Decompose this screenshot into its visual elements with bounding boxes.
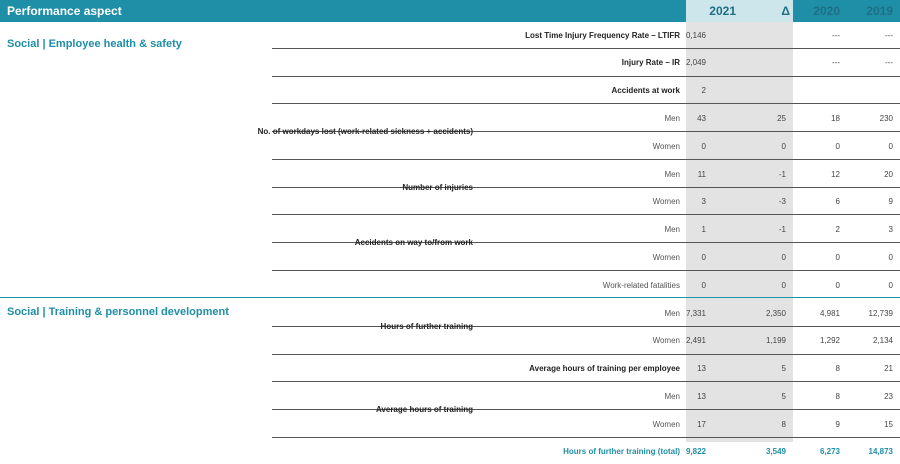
- cell-ir-2021: 2,049: [685, 58, 706, 67]
- cell: 11: [697, 170, 706, 179]
- row-divider: [272, 76, 900, 77]
- cell: 0: [888, 281, 893, 290]
- row-label-total: Hours of further training (total): [563, 447, 680, 456]
- row-divider: [272, 270, 900, 271]
- cell: 1: [701, 225, 706, 234]
- header-performance-aspect: Performance aspect: [7, 4, 122, 18]
- cell: 0: [781, 142, 786, 151]
- cell: 9: [835, 420, 840, 429]
- cell-ltifr-2020: ---: [832, 31, 840, 40]
- sub-men: Men: [664, 170, 680, 179]
- sub-women: Women: [652, 142, 680, 151]
- cell: 2,134: [872, 336, 893, 345]
- section-divider: [0, 297, 900, 298]
- sub-men: Men: [664, 225, 680, 234]
- header-2021: 2021: [709, 4, 736, 18]
- cell: 20: [884, 170, 893, 179]
- sub-women: Women: [652, 197, 680, 206]
- row-label-avg-per-employee: Average hours of training per employee: [529, 364, 680, 373]
- cell: 25: [777, 114, 786, 123]
- cell: 7,331: [685, 309, 706, 318]
- section-health-safety: Social | Employee health & safety: [7, 38, 182, 50]
- cell-total-2020: 6,273: [819, 447, 840, 456]
- row-divider: [272, 214, 900, 215]
- cell: 0: [835, 281, 840, 290]
- cell: 23: [884, 392, 893, 401]
- sub-women: Women: [652, 253, 680, 262]
- sub-men: Men: [664, 309, 680, 318]
- cell: 6: [835, 197, 840, 206]
- cell: 0: [835, 253, 840, 262]
- row-label-ir: Injury Rate – IR: [621, 58, 680, 67]
- row-divider: [272, 354, 900, 355]
- cell: 230: [879, 114, 893, 123]
- cell-acc-2021: 2: [701, 86, 706, 95]
- sub-men: Men: [664, 114, 680, 123]
- cell: 0: [781, 281, 786, 290]
- group-connector: [478, 242, 686, 243]
- group-connector: [478, 409, 686, 410]
- cell: 0: [888, 142, 893, 151]
- cell: 3: [701, 197, 706, 206]
- cell: 2,350: [765, 309, 786, 318]
- section-training: Social | Training & personnel development: [7, 306, 229, 318]
- cell: -1: [778, 170, 786, 179]
- cell: -1: [778, 225, 786, 234]
- row-divider: [272, 437, 900, 438]
- cell: 15: [884, 420, 893, 429]
- header-delta: Δ: [781, 4, 790, 18]
- row-label-accidents: Accidents at work: [611, 86, 680, 95]
- cell: 43: [697, 114, 706, 123]
- cell: 0: [781, 253, 786, 262]
- table-header: [0, 0, 900, 22]
- cell: 1,199: [765, 336, 786, 345]
- cell-total-delta: 3,549: [765, 447, 786, 456]
- header-2020: 2020: [813, 4, 840, 18]
- cell: 8: [781, 420, 786, 429]
- group-label-further-training: Hours of further training: [380, 322, 473, 331]
- cell: 13: [697, 364, 706, 373]
- row-divider: [272, 159, 900, 160]
- cell: 0: [701, 281, 706, 290]
- sub-women: Women: [652, 336, 680, 345]
- group-connector: [478, 131, 686, 132]
- cell: 13: [697, 392, 706, 401]
- cell-ir-2019: ---: [885, 58, 893, 67]
- cell: 17: [697, 420, 706, 429]
- cell: 4,981: [819, 309, 840, 318]
- cell: 8: [835, 392, 840, 401]
- cell: 3: [888, 225, 893, 234]
- sub-fatalities: Work-related fatalities: [602, 281, 680, 290]
- cell: 2,491: [685, 336, 706, 345]
- cell: 5: [781, 392, 786, 401]
- group-label-commute: Accidents on way to/from work: [354, 238, 473, 247]
- cell: 9: [888, 197, 893, 206]
- header-2019: 2019: [866, 4, 893, 18]
- row-divider: [272, 381, 900, 382]
- cell: 12,739: [868, 309, 893, 318]
- cell: 5: [781, 364, 786, 373]
- row-divider: [272, 103, 900, 104]
- sub-women: Women: [652, 420, 680, 429]
- cell: 21: [884, 364, 893, 373]
- cell: 12: [831, 170, 840, 179]
- group-label-avg-training: Average hours of training: [375, 405, 473, 414]
- sub-men: Men: [664, 392, 680, 401]
- group-connector: [478, 187, 686, 188]
- cell: -3: [778, 197, 786, 206]
- group-connector: [478, 326, 686, 327]
- cell-ltifr-2021: 0,146: [685, 31, 706, 40]
- row-label-ltifr: Lost Time Injury Frequency Rate – LTIFR: [525, 31, 680, 40]
- cell-ltifr-2019: ---: [885, 31, 893, 40]
- row-divider: [272, 48, 900, 49]
- group-label-workdays: No. of workdays lost (work-related sickness + accidents): [257, 127, 473, 136]
- cell: 1,292: [819, 336, 840, 345]
- group-label-injuries: Number of injuries: [402, 183, 473, 192]
- cell: 18: [831, 114, 840, 123]
- cell: 0: [835, 142, 840, 151]
- cell-ir-2020: ---: [832, 58, 840, 67]
- cell: 0: [701, 253, 706, 262]
- cell: 8: [835, 364, 840, 373]
- cell: 2: [835, 225, 840, 234]
- cell-total-2019: 14,873: [868, 447, 893, 456]
- cell: 0: [701, 142, 706, 151]
- cell-total-2021: 9,822: [685, 447, 706, 456]
- cell: 0: [888, 253, 893, 262]
